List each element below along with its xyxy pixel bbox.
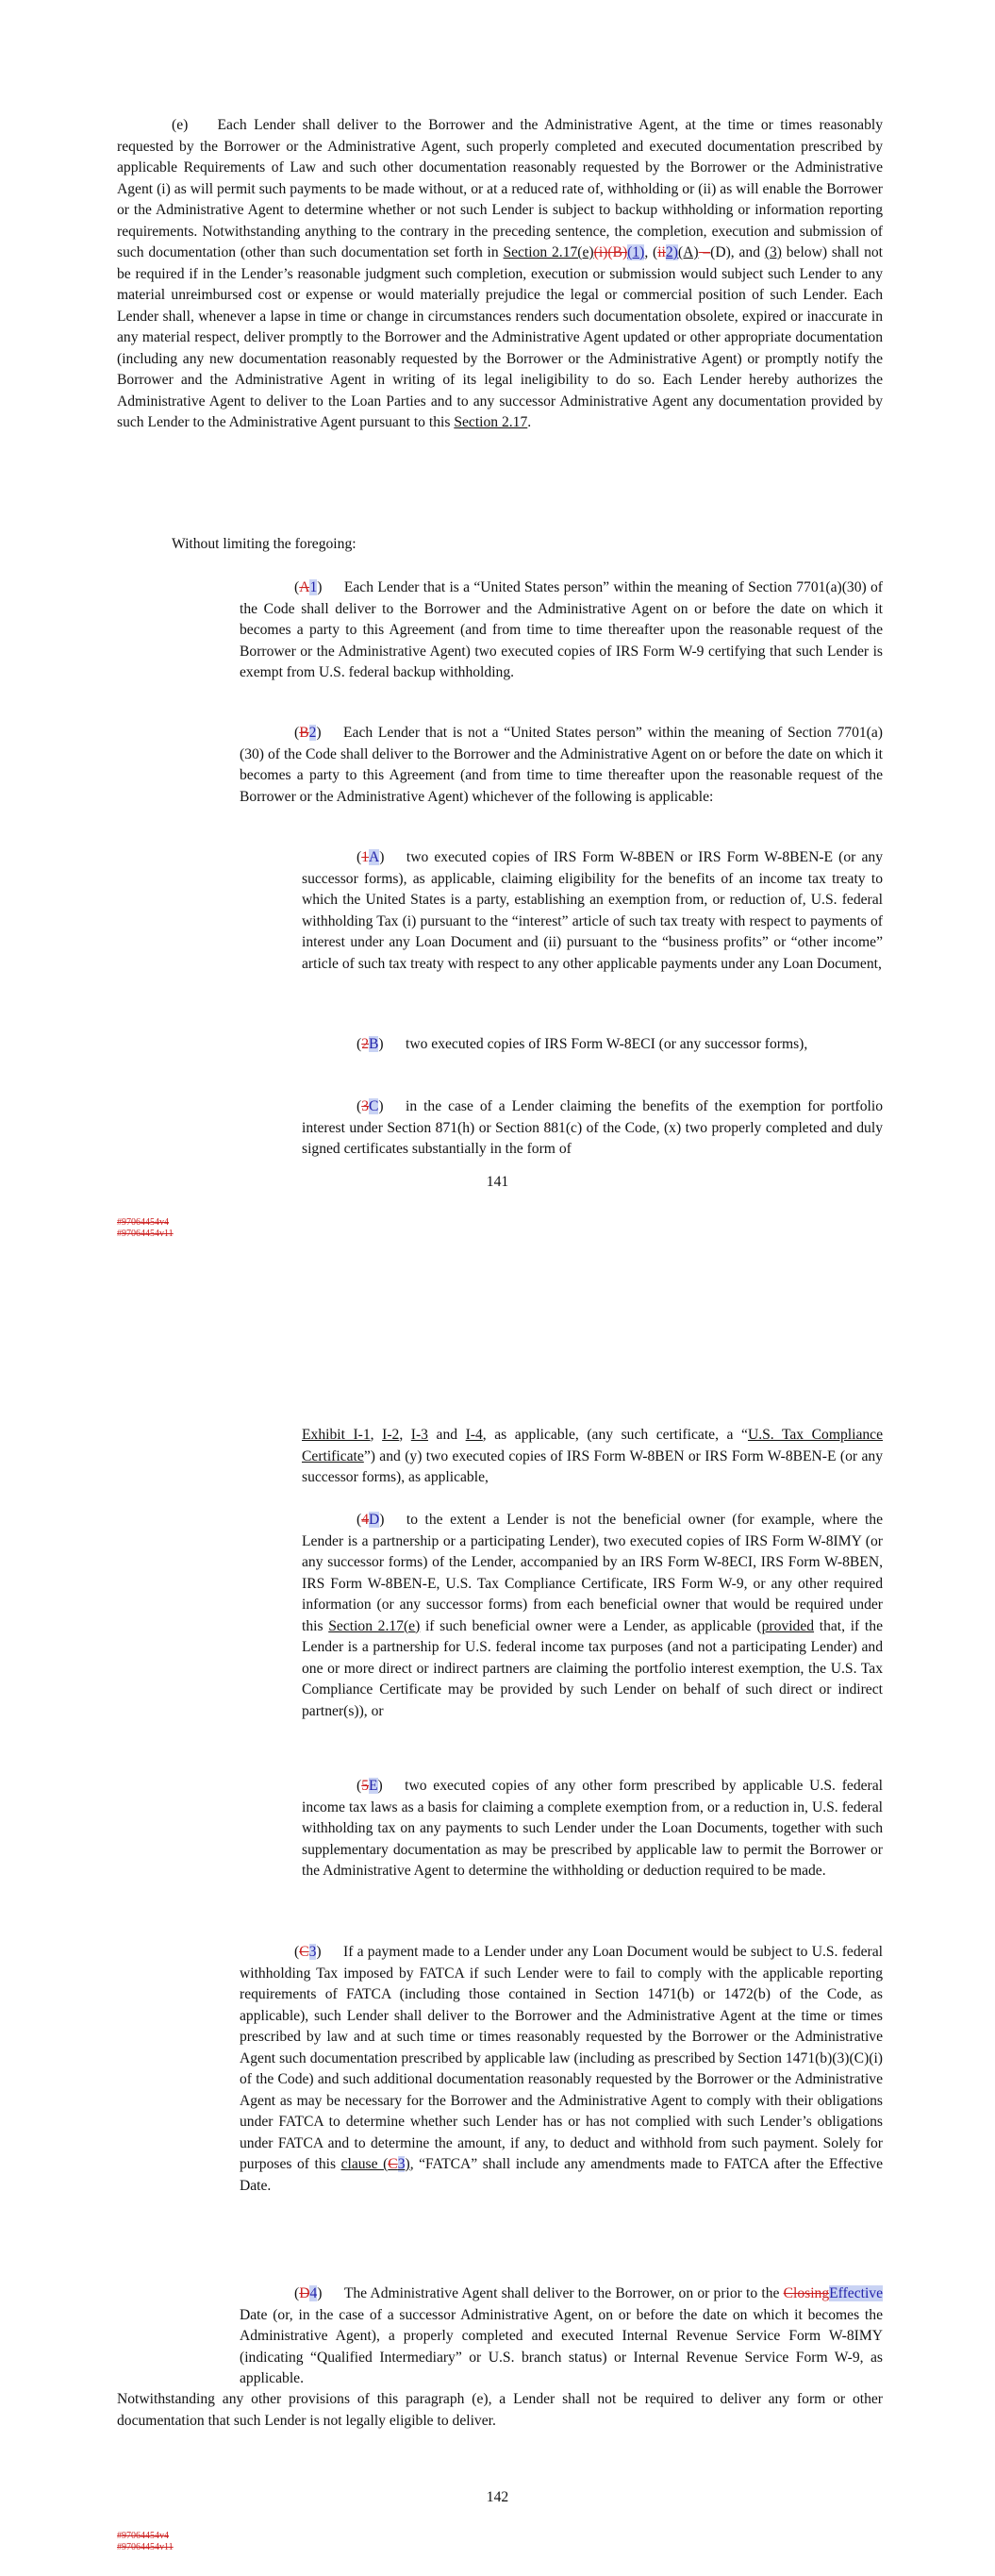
clause-ref: clause (C3) (340, 2156, 410, 2172)
document-id: #97064454v4 #97064454v11 (117, 2531, 174, 2552)
inserted-text: 2) (665, 244, 678, 260)
deleted-text: (i) (593, 244, 608, 260)
clause-2: (B2) Each Lender that is not a “United States person” within the meaning of Section 7701(a)(30) of the Code shall deliver to the Borrower and the Administrative Agent on or before the date on which it becomes a party to this Agreement (and from time to time thereafter upon the reasonable request of the Borrower or the Administrative Agent) whichever of the following is applicable: (240, 725, 883, 805)
defined-term: U.S. Tax Compliance Certificate (302, 1427, 884, 1464)
deleted-text: C (388, 2156, 398, 2172)
subclause-a: (1A) two executed copies of IRS Form W-8BEN or IRS Form W-8BEN-E (or any successor forms), as applicable, claiming eligibility for the benefits of an income tax treaty to which the United States is a party, establishing an exemption from, or reduction of, U.S. federal withholding Tax (i) pursuant to the “interest” article of such tax treaty with respect to payments of interest under any Loan Document and (ii) pursuant to the “business profits” or “other income” article of such tax treaty with respect to any other applicable payments under any Loan Document, (302, 849, 883, 972)
exhibit-ref: I-3 (410, 1427, 428, 1443)
inserted-text: 3 (397, 2156, 406, 2172)
subclause-d: (4D) to the extent a Lender is not the beneficial owner (for example, where the Lender is a partnership or a participating Lender), two executed copies of IRS Form W-8IMY (or any successor forms) of the Lender, accompanied by an IRS Form W-8ECI, IRS Form W-8BEN, IRS Form W-8BEN-E, U.S. Tax Compliance Certificate, IRS Form W-9, or any other required information (or any successor forms) from each beneficial owner that would be required under this Section 2.17(e) if such beneficial owner were a Lender, as applicable (provided that, if the Lender is a partnership for U.S. federal income tax purposes (and not a participating Lender) and one or more direct or indirect partners are claiming the portfolio interest exemption, the U.S. Tax Compliance Certificate may be provided by such Lender on behalf of such direct or indirect partner(s)), or (302, 1512, 883, 1719)
paragraph-e: (e) Each Lender shall deliver to the Borrower and the Administrative Agent, at the time or times reasonably requested by the Borrower or the Administrative Agent, such properly completed and executed documentation prescribed by applicable Requirements of Law and such other documentation reasonably requested by the Borrower or the Administrative Agent (i) as will permit such payments to be made without, or at a reduced rate of, withholding or (ii) as will enable the Borrower or the Administrative Agent to determine whether or not such Lender is subject to backup withholding or information reporting requirements. Notwithstanding anything to the contrary in the preceding sentence, the completion, execution and submission of such documentation (other than such documentation set forth in Section 2.17(e)(i)(B)(1), (ii2)(A) –(D), and (3) below) shall not be required if in the Lender’s reasonable judgment such completion, execution or submission would subject such Lender to any material unreimbursed cost or expense or would materially prejudice the legal or commercial position of such Lender. Each Lender shall, whenever a lapse in time or change in circumstances renders such documentation obsolete, expired or inaccurate in any material respect, deliver promptly to the Borrower and the Administrative Agent updated or other appropriate documentation (including any new documentation reasonably requested by the Borrower or the Administrative Agent) or promptly notify the Borrower and the Administrative Agent in writing of its legal ineligibility to do so. Each Lender hereby authorizes the Administrative Agent to deliver to the Loan Parties and to any successor Administrative Agent any documentation provided by such Lender to the Administrative Agent pursuant to this Section 2.17. (117, 117, 884, 430)
inserted-label: C (369, 1098, 379, 1114)
clause-ref: (3) (764, 244, 782, 260)
deleted-label: C (299, 1944, 309, 1960)
inserted-label: 1 (309, 579, 318, 595)
subclause-b: (2B) two executed copies of IRS Form W-8ECI (or any successor forms), (357, 1036, 808, 1052)
deleted-text: (B) (607, 244, 628, 260)
inserted-label: A (369, 849, 380, 865)
deleted-label: 2 (361, 1036, 369, 1052)
clause-4: (D4) The Administrative Agent shall deliver to the Borrower, on or prior to the ClosingEffective Date (or, in the case of a successor Administrative Agent, on or before the date on which it becomes the Administrative Agent), a properly completed and executed Internal Revenue Service Form W-8IMY (indicating “Qualified Intermediary” or U.S. branch status) or Internal Revenue Service Form W-9, as applicable. (240, 2285, 883, 2386)
without-limiting-heading: Without limiting the foregoing: (172, 536, 357, 552)
page-141 (0, 0, 995, 1255)
deleted-label: D (299, 2285, 310, 2301)
subclause-c: (3C) in the case of a Lender claiming the benefits of the exemption for portfolio interest under Section 871(h) or Section 881(c) of the Code, (x) two properly completed and duly signed certificates substantially in the form of (302, 1098, 883, 1157)
deleted-label: 5 (361, 1778, 369, 1794)
exhibit-ref: Exhibit I-1 (302, 1427, 371, 1443)
inserted-text: Effective (829, 2285, 883, 2301)
inserted-label: D (369, 1512, 380, 1528)
exhibit-ref: I-2 (382, 1427, 400, 1443)
notwithstanding-paragraph: Notwithstanding any other provisions of this paragraph (e), a Lender shall not be required to deliver any form or other documentation that such Lender is not legally eligible to deliver. (117, 2391, 883, 2429)
clause-1: (A1) Each Lender that is a “United States person” within the meaning of Section 7701(a)(30) of the Code shall deliver to the Borrower and the Administrative Agent on or before the date on which it becomes a party to this Agreement (and from time to time thereafter upon the reasonable request of the Borrower or the Administrative Agent) two executed copies of IRS Form W-9 certifying that such Lender is exempt from U.S. federal backup withholding. (240, 579, 883, 680)
page-number: 142 (486, 2489, 509, 2505)
inserted-label: 3 (308, 1944, 317, 1960)
subclause-e: (5E) two executed copies of any other form prescribed by applicable U.S. federal income tax laws as a basis for claiming a complete exemption from, or a reduction in, U.S. federal withholding tax on any payments to such Lender under the Loan Documents, together with such supplementary documentation as may be prescribed by applicable law to permit the Borrower or the Administrative Agent to determine the withholding or deduction required to be made. (302, 1778, 883, 1879)
deleted-text: ii (657, 244, 666, 260)
inserted-label: 4 (309, 2285, 318, 2301)
document-id: #97064454v4 #97064454v11 (117, 1217, 174, 1239)
subclause-c-continued: Exhibit I-1, I-2, I-3 and I-4, as applicable, (any such certificate, a “U.S. Tax Compliance Certificate”) and (y) two executed copies of IRS Form W-8BEN or IRS Form W-8BEN-E (or any successor forms), as applicable, (302, 1427, 884, 1485)
clause-3: (C3) If a payment made to a Lender under any Loan Document would be subject to U.S. federal withholding Tax imposed by FATCA if such Lender were to fail to comply with the applicable reporting requirements of FATCA (including those contained in Section 1471(b) or 1472(b) of the Code, as applicable), such Lender shall deliver to the Borrower and the Administrative Agent at the time or times prescribed by law and at such time or times reasonably requested by the Borrower or the Administrative Agent such documentation prescribed by applicable law (including as prescribed by Section 1471(b)(3)(C)(i) of the Code) and such additional documentation reasonably requested by the Borrower or the Administrative Agent as may be necessary for the Borrower and the Administrative Agent to comply with their obligations under FATCA to determine whether such Lender has or has not complied with such Lender’s obligations under FATCA and to determine the amount, if any, to deduct and withhold from such payment. Solely for purposes of this clause (C3), “FATCA” shall include any amendments made to FATCA after the Effective Date. (240, 1944, 883, 2194)
deleted-label: A (299, 579, 310, 595)
deleted-label: 3 (361, 1098, 369, 1114)
page-number: 141 (486, 1174, 509, 1190)
deleted-label: 4 (361, 1512, 369, 1528)
deleted-text: – (698, 244, 711, 260)
section-ref: Section 2.17 (454, 414, 528, 430)
section-ref: Section 2.17(e) (503, 244, 594, 260)
deleted-text: Closing (783, 2285, 830, 2301)
section-ref: Section 2.17(e) (328, 1617, 421, 1634)
inserted-label: B (369, 1036, 379, 1052)
inserted-label: 2 (308, 725, 317, 741)
deleted-label: 1 (361, 849, 369, 865)
deleted-label: B (299, 725, 309, 741)
page-142 (0, 1330, 995, 2576)
inserted-label: E (369, 1778, 378, 1794)
inserted-text: (1) (627, 244, 645, 260)
exhibit-ref: I-4 (465, 1427, 483, 1443)
